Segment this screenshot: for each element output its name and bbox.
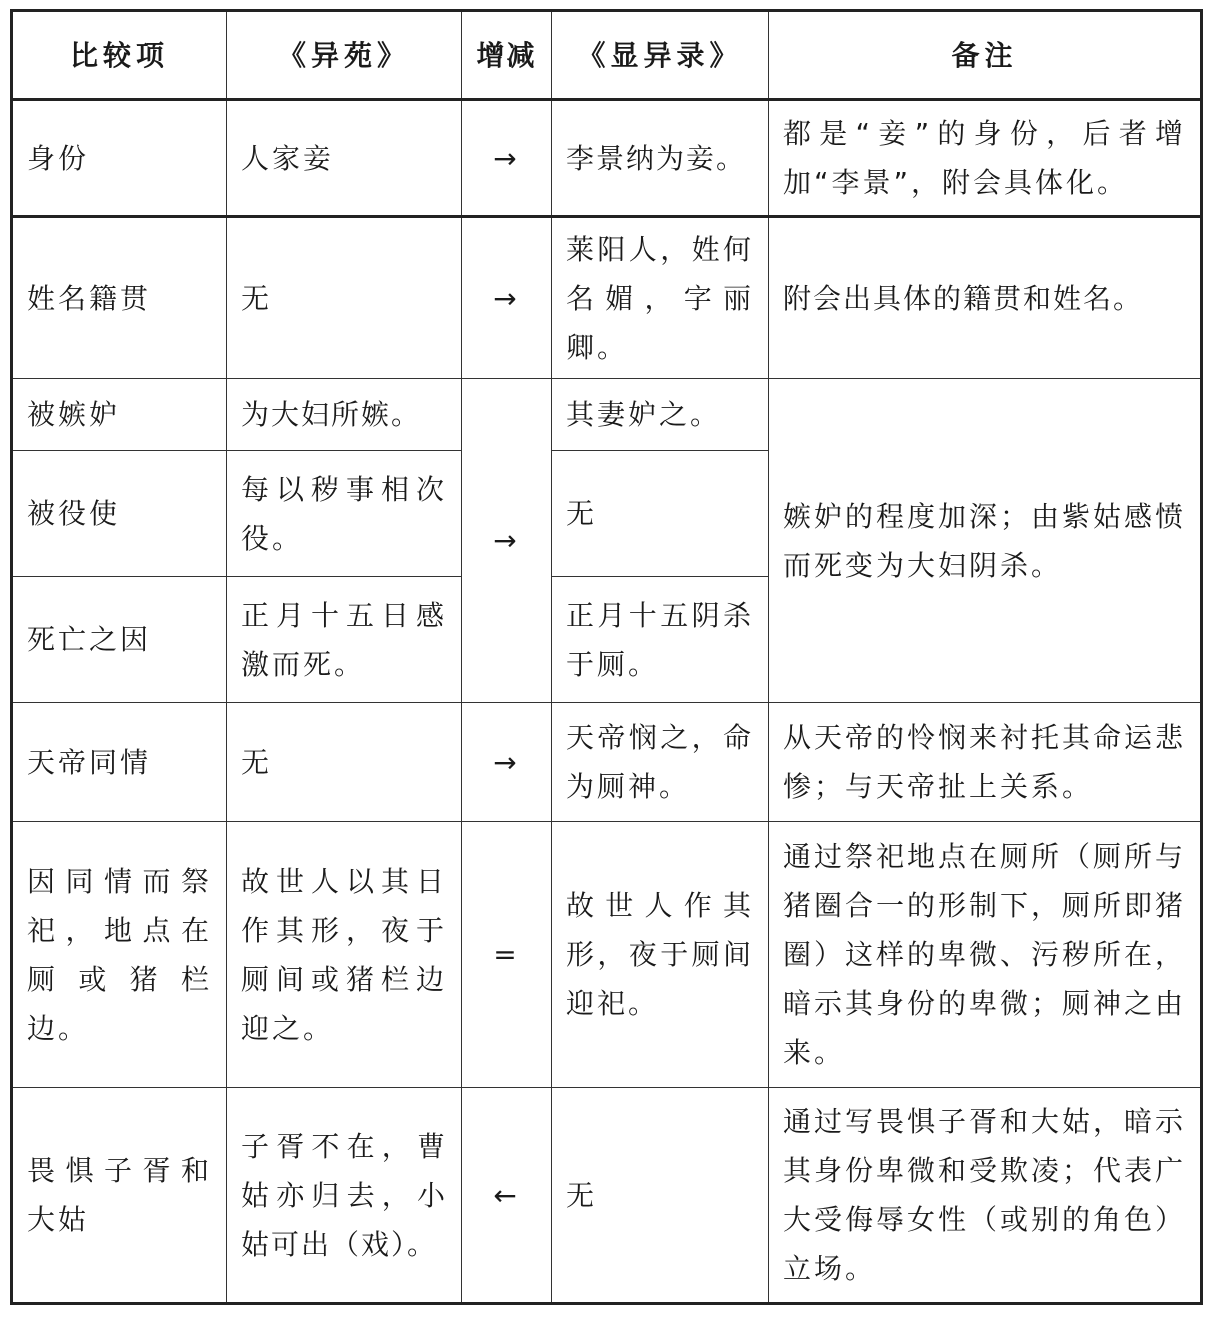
cell-item: 身份 xyxy=(12,100,227,217)
cell-yiyuan: 故世人以其日作其形，夜于厕间或猪栏边迎之。 xyxy=(227,822,462,1088)
cell-xianyilu: 无 xyxy=(552,1088,769,1304)
header-xianyilu: 《显异录》 xyxy=(552,11,769,100)
cell-item: 被役使 xyxy=(12,451,227,577)
cell-xianyilu: 故世人作其形，夜于厕间迎祀。 xyxy=(552,822,769,1088)
cell-yiyuan: 无 xyxy=(227,217,462,379)
cell-change: → xyxy=(462,703,552,822)
cell-yiyuan: 每以秽事相次役。 xyxy=(227,451,462,577)
cell-xianyilu: 正月十五阴杀于厕。 xyxy=(552,577,769,703)
cell-change: ← xyxy=(462,1088,552,1304)
header-change: 增减 xyxy=(462,11,552,100)
cell-xianyilu: 莱阳人，姓何名媚，字丽卿。 xyxy=(552,217,769,379)
header-yiyuan: 《异苑》 xyxy=(227,11,462,100)
table-row xyxy=(12,379,1202,451)
comparison-table xyxy=(10,9,1203,1305)
cell-note: 附会出具体的籍贯和姓名。 xyxy=(769,217,1202,379)
cell-change: = xyxy=(462,822,552,1088)
cell-yiyuan: 人家妾 xyxy=(227,100,462,217)
cell-change: → xyxy=(462,100,552,217)
header-item: 比较项 xyxy=(12,11,227,100)
cell-yiyuan: 无 xyxy=(227,703,462,822)
cell-item: 姓名籍贯 xyxy=(12,217,227,379)
cell-item: 天帝同情 xyxy=(12,703,227,822)
cell-change: → xyxy=(462,379,552,703)
cell-change: → xyxy=(462,217,552,379)
table-row xyxy=(12,100,1202,217)
cell-xianyilu: 天帝悯之，命为厕神。 xyxy=(552,703,769,822)
header-note: 备注 xyxy=(769,11,1202,100)
cell-item: 被嫉妒 xyxy=(12,379,227,451)
cell-note: 从天帝的怜悯来衬托其命运悲惨；与天帝扯上关系。 xyxy=(769,703,1202,822)
header-row xyxy=(12,11,1202,100)
cell-item: 死亡之因 xyxy=(12,577,227,703)
cell-item: 因同情而祭祀，地点在厕或猪栏边。 xyxy=(12,822,227,1088)
cell-note: 通过写畏惧子胥和大姑，暗示其身份卑微和受欺凌；代表广大受侮辱女性（或别的角色）立场。 xyxy=(769,1088,1202,1304)
cell-note: 嫉妒的程度加深；由紫姑感愤而死变为大妇阴杀。 xyxy=(769,379,1202,703)
table-row xyxy=(12,1088,1202,1304)
table-row xyxy=(12,822,1202,1088)
table-row xyxy=(12,217,1202,379)
cell-note: 通过祭祀地点在厕所（厕所与猪圈合一的形制下，厕所即猪圈）这样的卑微、污秽所在，暗示其身份的卑微；厕神之由来。 xyxy=(769,822,1202,1088)
cell-xianyilu: 其妻妒之。 xyxy=(552,379,769,451)
cell-yiyuan: 正月十五日感激而死。 xyxy=(227,577,462,703)
table-row xyxy=(12,703,1202,822)
cell-item: 畏惧子胥和大姑 xyxy=(12,1088,227,1304)
cell-xianyilu: 无 xyxy=(552,451,769,577)
cell-xianyilu: 李景纳为妾。 xyxy=(552,100,769,217)
cell-note: 都是“妾”的身份，后者增加“李景”，附会具体化。 xyxy=(769,100,1202,217)
cell-yiyuan: 为大妇所嫉。 xyxy=(227,379,462,451)
cell-yiyuan: 子胥不在，曹姑亦归去，小姑可出（戏）。 xyxy=(227,1088,462,1304)
